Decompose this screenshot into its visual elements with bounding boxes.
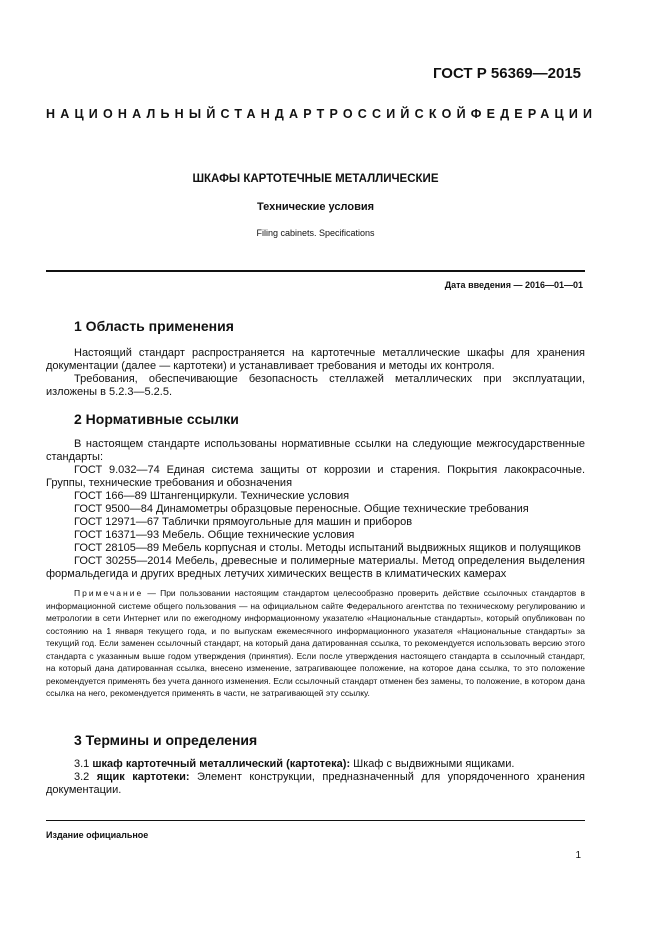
term: ящик картотеки: (96, 771, 190, 783)
term-number: 3.2 (74, 771, 97, 783)
reference-item: ГОСТ 166—89 Штангенциркули. Технические условия (74, 490, 350, 502)
reference-item: ГОСТ 30255—2014 Мебель, древесные и полимерные материалы. Метод определения выделения формальдегида и других вредных летучих химических веществ в климатических камерах (46, 555, 585, 580)
title-main: ШКАФЫ КАРТОТЕЧНЫЕ МЕТАЛЛИЧЕСКИЕ (192, 173, 439, 185)
section-2-body (46, 438, 585, 581)
paragraph: Требования, обеспечивающие безопасность стеллажей металлических при эксплуатации, изложены в 5.2.3—5.2.5. (46, 373, 585, 398)
document-number: ГОСТ Р 56369—2015 (432, 65, 581, 82)
section-1-heading: 1 Область применения (74, 318, 234, 334)
introduction-date: Дата введения — 2016—01—01 (444, 280, 583, 290)
term: шкаф картотечный металлический (картотека): (92, 758, 351, 770)
section-2-heading: 2 Нормативные ссылки (74, 411, 239, 427)
term-number: 3.1 (74, 758, 93, 770)
header-divider (46, 270, 585, 272)
section-3-heading: 3 Термины и определения (74, 732, 258, 748)
reference-item: ГОСТ 28105—89 Мебель корпусная и столы. Методы испытаний выдвижных ящиков и полуящиков (74, 542, 581, 554)
footer-divider (46, 820, 585, 821)
reference-item: ГОСТ 9.032—74 Единая система защиты от коррозии и старения. Покрытия лакокрасочные. Группы, технические требования и обозначения (46, 464, 585, 489)
page-number: 1 (575, 850, 581, 861)
reference-item: ГОСТ 16371—93 Мебель. Общие технические условия (74, 529, 355, 541)
definition: Элемент конструкции, предназначенный для упорядоченного хранения документации. (46, 771, 586, 796)
term-definition (46, 771, 585, 797)
reference-item: ГОСТ 9500—84 Динамометры образцовые переносные. Общие технические требования (74, 503, 529, 515)
term-definition (46, 758, 585, 771)
banner-word: СТАНДАРТ (220, 107, 330, 121)
section-3-body (46, 758, 585, 797)
section-1-body (46, 347, 585, 399)
paragraph: В настоящем стандарте использованы нормативные ссылки на следующие межгосударственные стандарты: (46, 438, 585, 463)
note-label: Примечание (74, 588, 144, 598)
definition: Шкаф с выдвижными ящиками. (350, 758, 515, 770)
banner-word: РОССИЙСКОЙ (329, 107, 471, 121)
title-sub: Технические условия (256, 201, 375, 213)
banner-word: ФЕДЕРАЦИИ (470, 107, 598, 121)
paragraph: Настоящий стандарт распространяется на картотечные металлические шкафы для хранения документации (далее — картотеки) и устанавливает требования и методы их контроля. (46, 347, 585, 372)
reference-item: ГОСТ 12971—67 Таблички прямоугольные для машин и приборов (74, 516, 413, 528)
note-text: — При пользовании настоящим стандартом целесообразно проверить действие ссылочных стандартов в информационной системе общего пользования — на официальном сайте Федерального агентства по техническому регулированию и метрологии в сети Интернет или по ежегодному информационному указателю «Национальные стандарты», который опубликован по состоянию на 1 января текущего года, и по выпускам ежемесячного информационного указателя «Национальные стандарты» за текущий год. Если заменен ссылочный стандарт, на который дана датированная ссылка, то рекомендуется использовать версию этого стандарта с указанным выше годом утверждения (принятия). Если после утверждения настоящего стандарта в ссылочный стандарт, на который дана датированная ссылка, внесено изменение, затрагивающее положение, на которое дана ссылка, то это положение рекомендуется применять без учета данного изменения. Если ссылочный стандарт отменен без замены, то положение, в котором дана ссылка на него, рекомендуется применять в части, не затрагивающей эту ссылку. (46, 588, 585, 698)
national-standard-banner (46, 107, 598, 121)
official-edition-label: Издание официальное (46, 830, 149, 840)
banner-word: НАЦИОНАЛЬНЫЙ (46, 107, 221, 121)
note-block (46, 587, 585, 700)
title-english: Filing cabinets. Specifications (256, 228, 375, 238)
